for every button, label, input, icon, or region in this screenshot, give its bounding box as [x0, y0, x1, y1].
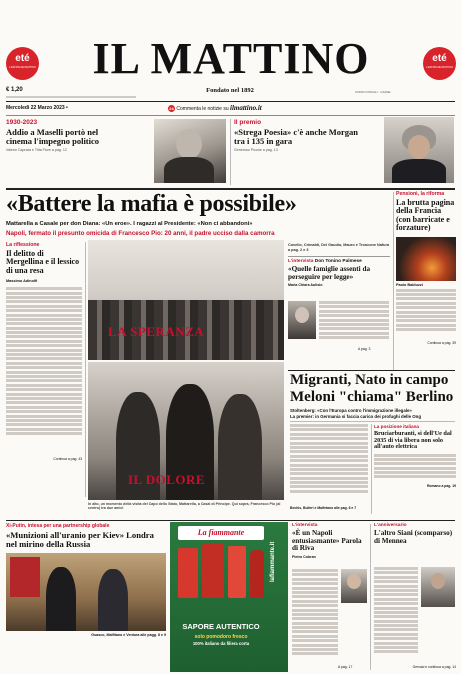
- rule-bottom: [6, 520, 455, 521]
- migranti-headline-1[interactable]: Migranti, Nato in campo: [290, 372, 449, 388]
- rule-migranti: [288, 370, 455, 371]
- intervista-palmese-page: A pag. 3: [358, 347, 371, 351]
- right-small-codes: CODICI FISCALI · CASSE: [355, 90, 391, 94]
- riflessione-author: Massimo Adinolfi: [6, 279, 38, 284]
- date-line: Mercoledì 22 Marzo 2023 •: [6, 105, 68, 111]
- intervista-palmese-title: «Quelle famiglie assenti da perseguire per legge»: [288, 265, 371, 281]
- dolore-caption: IL DOLORE: [128, 472, 206, 487]
- france-protest-photo: [396, 237, 456, 281]
- intervista-palmese-kicker: L'intervista: [288, 259, 314, 264]
- masthead: [0, 0, 461, 102]
- intervista-palmese-author: Maria Chiara Aulisio: [288, 283, 323, 288]
- riva-face: [347, 574, 361, 589]
- anniversario-text: [374, 567, 418, 663]
- speranza-caption: LA SPERANZA: [108, 324, 205, 339]
- anniversario-box[interactable]: [374, 523, 456, 673]
- founded-line: Fondato nel 1892: [206, 87, 254, 94]
- comment-icon: 24: [169, 106, 174, 112]
- person-right: [218, 394, 262, 500]
- posizione-kicker: La posizione italiana: [374, 424, 419, 429]
- pensioni-title: La brutta pagina della Francia (con barricate e forzature): [396, 198, 455, 233]
- riflessione-box[interactable]: [6, 242, 82, 497]
- photo-mattarella: [88, 240, 284, 360]
- ad-fiammante[interactable]: [170, 522, 288, 672]
- anniversario-page: Gervasi e continua a pag. 14: [412, 665, 456, 669]
- anniversario-kicker: L'anniversario: [374, 523, 407, 528]
- jacket-shape: [392, 159, 446, 183]
- ad-vertical-url[interactable]: lafiammante.it: [270, 541, 276, 582]
- tomato-can-3: [228, 546, 246, 598]
- ad-brand: La fiammante: [178, 526, 264, 540]
- anniversario-title: L'altro Siani (scomparso) di Mennea: [374, 529, 453, 545]
- main-sub-1: Mattarella a Casale per don Diana: «Un eroe». I ragazzi al Presidente: «Non ci abbandoni»: [6, 221, 253, 227]
- intervista-riva-kicker: L'intervista: [292, 523, 318, 528]
- divider-right-column: [393, 192, 394, 370]
- website-name[interactable]: ilmattino.it: [230, 104, 262, 112]
- migranti-sub-1: Stoltenberg: «Con l'Europa contro l'immigrazione illegale»: [290, 408, 412, 413]
- maselli-photo: [154, 119, 226, 183]
- main-bylines: Covello, Crimaldi, Del Gaudio, Mauro e Troncone Nafura a pag. 2 e 3: [288, 243, 390, 252]
- ete-badge-left: [6, 47, 39, 80]
- morgan-photo: [384, 117, 454, 183]
- rule-date: [6, 115, 455, 116]
- migranti-text: [290, 424, 368, 504]
- xi-putin-photo: [6, 553, 166, 631]
- intervista-palmese-text: [319, 301, 389, 343]
- pensioni-author: Paolo Balduzzi: [396, 282, 423, 287]
- divider-left-column: [85, 242, 86, 497]
- xi-putin-box[interactable]: [6, 523, 166, 673]
- intervista-palmese[interactable]: [288, 259, 390, 367]
- intervista-riva-title: «È un Napoli entusiasmante» Parola di Riva: [292, 529, 362, 553]
- teaser-right-byline: Generoso Picone a pag. 13: [234, 147, 278, 152]
- teaser-left-kicker: 1930-2023: [6, 119, 38, 126]
- mennea-photo: [421, 567, 455, 607]
- riflessione-title: Il delitto di Mergellina e il lessico di una resa: [6, 249, 80, 275]
- riflessione-continua: Continua a pag. 43: [53, 457, 82, 462]
- intervista-riva-text: [292, 569, 338, 665]
- migranti-headline-2[interactable]: Meloni "chiama" Berlino: [290, 389, 454, 405]
- xi-putin-bylines: Guasco, Malfitano e Ventura alle pagg. 8 e 9: [91, 633, 166, 638]
- ete-sub-left: L'ESTATE DEI MATTINO: [9, 66, 36, 69]
- riflessione-text: [6, 287, 82, 457]
- teaser-right[interactable]: [234, 119, 455, 187]
- divider-teasers: [230, 119, 231, 185]
- palmese-photo: [288, 301, 316, 339]
- rule-intervista: [288, 256, 390, 257]
- tomato-can-2: [202, 544, 224, 598]
- divider-posizione: [371, 424, 372, 514]
- main-headline[interactable]: «Battere la mafia è possibile»: [6, 191, 297, 217]
- teaser-right-kicker: Il premio: [234, 119, 262, 126]
- riflessione-kicker: La riflessione: [6, 242, 40, 248]
- figure-putin: [98, 569, 128, 631]
- pensioni-continua: Continua a pag. 39: [427, 340, 456, 345]
- pensioni-kicker: Pensioni, la riforma: [396, 191, 445, 197]
- posizione-author: Romano a pag. 19: [426, 483, 456, 488]
- posizione-title: Bruciarburanti, si dell'Ue dal 2035 di via libera non solo all'auto elettrica: [374, 430, 452, 450]
- ete-badge-right: [423, 47, 456, 80]
- body-shape: [164, 157, 214, 183]
- posizione-text: [374, 454, 456, 484]
- photo-francesco-pio: [88, 362, 284, 500]
- ete-sub-right: L'ESTATE DEI MATTINO: [426, 66, 453, 69]
- price: € 1,20: [6, 87, 23, 93]
- pensioni-box[interactable]: [396, 191, 456, 369]
- teaser-left-byline: Valerio Caprara e Titta Fiore a pag. 12: [6, 147, 67, 152]
- migranti-sub-2: La premier: in Germania si faccia carico dei profughi delle Ong: [290, 414, 422, 419]
- masthead-title: IL MATTINO: [92, 34, 370, 83]
- face-shape-2: [408, 135, 430, 159]
- main-sub-2: Napoli, fermato il presunto omicida di Francesco Pio: 20 anni, il padre ucciso dalla camorra: [6, 230, 275, 237]
- ete-label-right: eté: [432, 53, 447, 64]
- mennea-face: [431, 573, 445, 589]
- xi-putin-title: «Munizioni all'uranio per Kiev» Londra nel mirino della Russia: [6, 530, 154, 550]
- small-print-left: [6, 96, 136, 98]
- ad-line-1: solo pomodoro fresco: [194, 634, 248, 640]
- intervista-palmese-kicker2: Don Tonino Palmese: [314, 259, 362, 264]
- palmese-face: [295, 307, 309, 323]
- ad-claim: SAPORE AUTENTICO: [182, 622, 260, 631]
- teaser-left[interactable]: [6, 119, 228, 187]
- figure-xi: [46, 567, 76, 631]
- intervista-riva-page: A pag. 17: [338, 665, 353, 669]
- tomato-bottle: [250, 550, 264, 598]
- website-prefix: Commenta le notizie su: [176, 106, 229, 112]
- riva-photo: [341, 569, 367, 603]
- divider-anniversario: [370, 524, 371, 670]
- ad-line-2: 100% italiano da filiera corta: [192, 641, 250, 646]
- face-shape: [176, 129, 202, 159]
- teaser-left-title: Addio a Maselli portò nel cinema l'impegno politico: [6, 127, 100, 146]
- posizione-box[interactable]: [374, 424, 456, 516]
- tomato-can-1: [178, 548, 198, 598]
- xi-putin-kicker: Xi-Putin, intesa per una partnership globale: [6, 523, 110, 529]
- intervista-riva[interactable]: [292, 523, 368, 673]
- rule-migranti-sub: [290, 421, 455, 422]
- teaser-right-title: «Strega Poesia» c'è anche Morgan tra i 135 in gara: [234, 127, 359, 146]
- migranti-bylines: Bechis, Bulleri e Malfetano alle pag. 6 e 7: [290, 506, 357, 510]
- photo-credit: In alto, un momento della visita del Capo dello Stato, Mattarella, a Casal di Principe. Qui sopra, Francesco Pio (al centro) tra due amici: [88, 502, 281, 511]
- intervista-riva-author: Pietro Cobran: [292, 554, 316, 559]
- ete-label-left: eté: [15, 53, 30, 64]
- intervista-palmese-kicker-row: [288, 259, 390, 264]
- website-line[interactable]: [168, 104, 262, 112]
- flag-red: [10, 557, 40, 597]
- rule-top: [6, 101, 455, 102]
- pensioni-text: [396, 289, 456, 341]
